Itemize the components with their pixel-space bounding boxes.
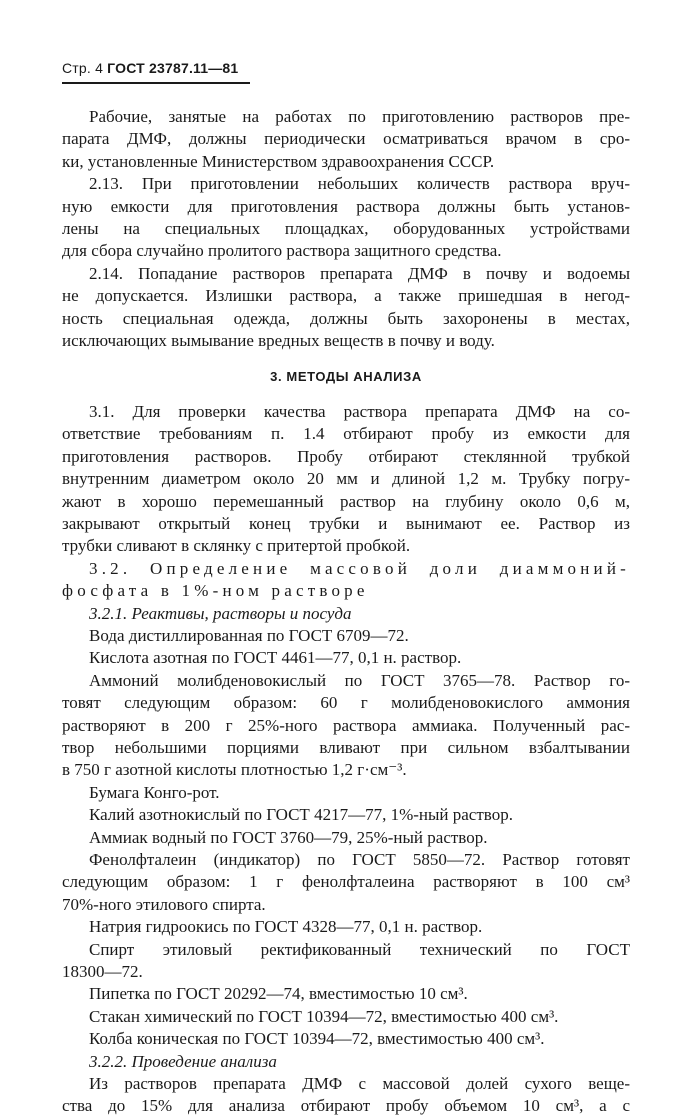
standard-number: ГОСТ 23787.11—81 [107,60,239,76]
section-heading: 3. МЕТОДЫ АНАЛИЗА [270,369,422,385]
text-line: не допускается. Излишки раствора, а также пришедшая в негод- [62,286,630,306]
text-line: 18300—72. [62,962,143,982]
text-line: Калий азотнокислый по ГОСТ 4217—77, 1%-ный раствор. [89,805,513,825]
text-line: закрывают открытый конец трубки и вынимают ее. Раствор из [62,513,630,533]
text-line: товят следующим образом: 60 г молибденовокислого аммония [62,693,630,713]
subsection-heading: 3.2. Определение массовой доли диаммоний- [89,558,630,578]
text-line: ки, установленные Министерством здравоохранения СССР. [62,151,495,171]
subsection-heading: фосфата в 1%-ном растворе [62,581,369,601]
text-line: Стакан химический по ГОСТ 10394—72, вместимостью 400 см³. [89,1006,559,1026]
text-line: 3.1. Для проверки качества раствора препарата ДМФ на со- [89,401,630,421]
text-line: следующим образом: 1 г фенолфталеина растворяют в 100 см³ [62,872,630,892]
text-line: исключающих вымывание вредных веществ в почву и воду. [62,331,495,351]
text-line: Натрия гидроокись по ГОСТ 4328—77, 0,1 н. раствор. [89,917,483,937]
text-line: Рабочие, занятые на работах по приготовлению растворов пре- [89,107,630,126]
text-line: парата ДМФ, должны периодически осматриваться врачом в сро- [62,129,630,149]
text-line: ную емкости для приготовления раствора должны быть установ- [62,196,630,216]
text-line: Аммиак водный по ГОСТ 3760—79, 25%-ный раствор. [89,827,488,847]
body-text [62,106,630,1118]
subsection-heading: 3.2.1. Реактивы, растворы и посуда [89,603,352,623]
text-line: внутренним диаметром около 20 мм и длиной 1,2 м. Трубку погру- [62,469,630,489]
text-line: жают в хорошо перемешанный раствор на глубину около 0,6 м, [62,491,630,511]
text-line: трубки сливают в склянку с притертой пробкой. [62,536,411,556]
page-number: Стр. 4 [62,60,104,76]
running-header [62,60,250,84]
text-line: растворяют в 200 г 25%-ного раствора аммиака. Полученный рас- [62,715,630,735]
text-line: в 750 г азотной кислоты плотностью 1,2 г·см⁻³. [62,760,407,780]
subsection-heading: 3.2.2. Проведение анализа [89,1051,277,1071]
text-line: Кислота азотная по ГОСТ 4461—77, 0,1 н. раствор. [89,648,462,668]
text-line: приготовления растворов. Пробу отбирают стеклянной трубкой [62,446,630,466]
text-line: для сбора случайно пролитого раствора защитного средства. [62,241,502,261]
text-line: Из растворов препарата ДМФ с массовой долей сухого веще- [89,1074,630,1094]
text-line: Вода дистиллированная по ГОСТ 6709—72. [89,625,409,645]
text-line: ность специальная одежда, должны быть захоронены в местах, [62,308,630,328]
text-line: твор небольшими порциями вливают при сильном взбалтывании [62,737,630,757]
text-line: Спирт этиловый ректификованный технический по ГОСТ [89,939,630,959]
text-line: 70%-ного этилового спирта. [62,894,266,914]
text-line: Колба коническая по ГОСТ 10394—72, вместимостью 400 см³. [89,1029,545,1049]
text-line: ответствие требованиям п. 1.4 отбирают пробу из емкости для [62,424,630,444]
text-line: Фенолфталеин (индикатор) по ГОСТ 5850—72. Раствор готовят [89,850,630,869]
text-line: 2.14. Попадание растворов препарата ДМФ в почву и водоемы [89,263,630,283]
text-line: 2.13. При приготовлении небольших количеств раствора вруч- [89,174,630,194]
document-page [62,60,630,1118]
text-line: Бумага Конго-рот. [89,782,220,802]
text-line: ства до 15% для анализа отбирают пробу объемом 10 см³, а с [62,1096,630,1116]
text-line: лены на специальных площадках, оборудованных устройствами [62,219,630,239]
text-line: Аммоний молибденовокислый по ГОСТ 3765—78. Раствор го- [89,670,630,690]
text-line: Пипетка по ГОСТ 20292—74, вместимостью 10 см³. [89,984,468,1004]
